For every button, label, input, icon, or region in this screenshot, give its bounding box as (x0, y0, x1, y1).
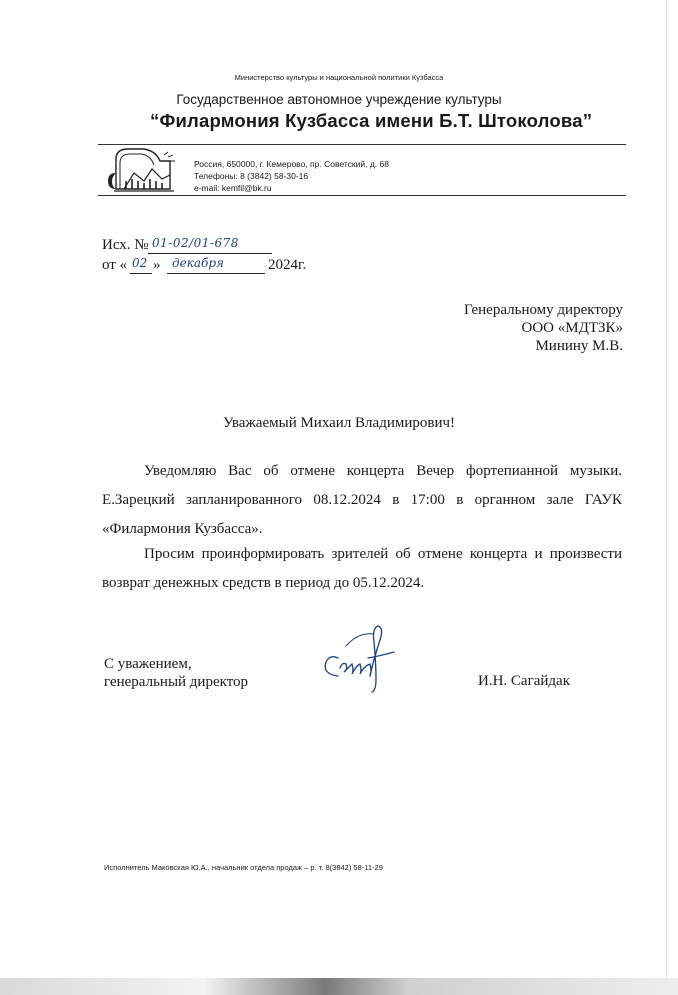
addressee-company: ООО «МДТЗК» (521, 320, 623, 336)
signer-name: И.Н. Сагайдак (478, 673, 570, 689)
date-month-underline (167, 273, 265, 274)
ministry-name: Министерство культуры и национальной политики Кузбасса (234, 73, 444, 82)
outgoing-number-handwritten: 01-02/01-678 (152, 236, 239, 250)
organization-name: “Филармония Кузбасса имени Б.Т. Штоколова” (150, 110, 593, 131)
closing-regards: С уважением, (104, 656, 192, 672)
outgoing-number-label: Исх. № (102, 237, 149, 253)
outgoing-number-underline (148, 253, 272, 254)
addressee-name: Минину М.В. (535, 338, 623, 354)
contact-phones: Телефоны: 8 (3842) 58-30-16 (194, 171, 309, 181)
scan-background-strip (0, 978, 678, 995)
contact-address: Россия, 650000, г. Кемерово, пр. Советский, д. 68 (194, 159, 389, 169)
philharmonic-logo (104, 145, 182, 195)
date-day-underline (130, 273, 152, 274)
addressee-position: Генеральному директору (463, 302, 623, 318)
date-day-handwritten: 02 (132, 256, 148, 270)
institution-type: Государственное автономное учреждение культуры (176, 92, 502, 107)
body-paragraph-2: Просим проинформировать зрителей об отмене концерта и произвести возврат денежных средств в период до 05.12.2024. (102, 546, 622, 591)
letterhead-bottom-rule (98, 195, 626, 196)
contact-email: e-mail: kemfil@bk.ru (194, 183, 272, 193)
date-month-handwritten: декабря (172, 256, 224, 270)
closing-position: генеральный директор (104, 674, 249, 690)
date-prefix: от « (102, 257, 128, 273)
salutation: Уважаемый Михаил Владимирович! (222, 415, 456, 431)
date-year: 2024г. (268, 257, 307, 273)
handwritten-signature (318, 618, 404, 696)
executor-note: Исполнитель Маковская Ю.А., начальник отдела продаж – р. т. 8(3842) 58-11-29 (104, 863, 383, 872)
date-mid-quote: » (153, 257, 161, 273)
body-paragraph-1: Уведомляю Вас об отмене концерта Вечер фортепианной музыки. Е.Зарецкий запланированного 08.12.2024 в 17:00 в органном зале ГАУК «Филармония Кузбасса». (102, 463, 622, 537)
